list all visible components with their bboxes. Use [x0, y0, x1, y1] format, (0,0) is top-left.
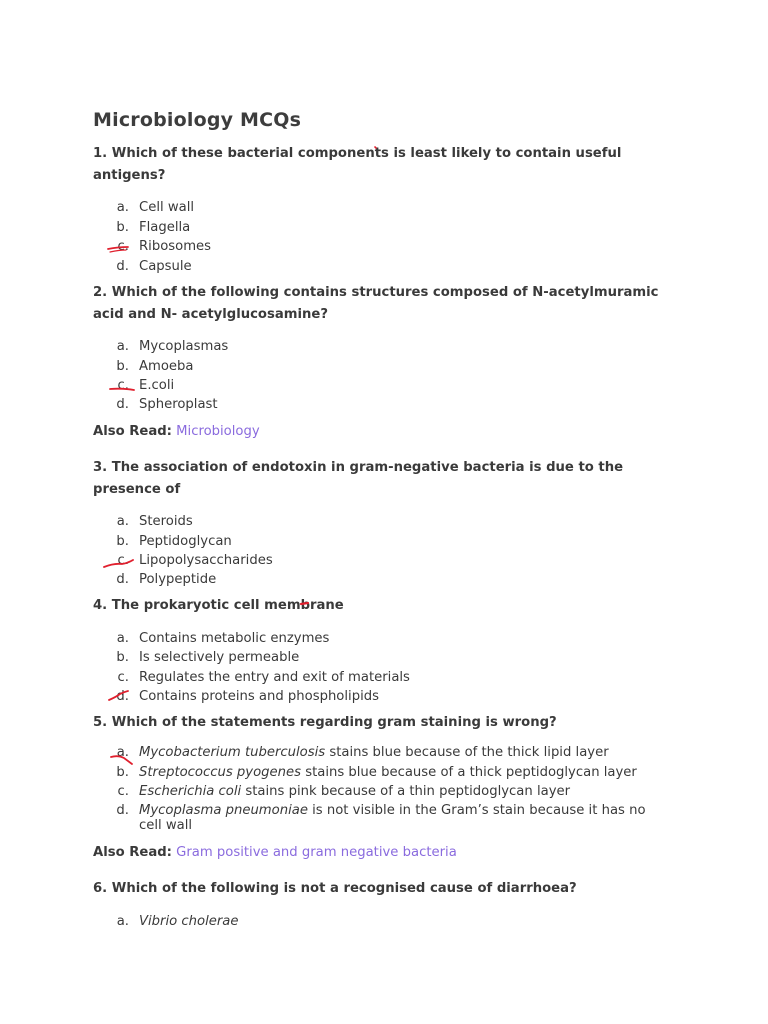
- option-text: Mycoplasmas: [139, 339, 229, 354]
- option-letter: a.: [116, 339, 129, 354]
- question-2-line2: acid and N- acetylglucosamine?: [93, 307, 328, 322]
- option-letter: a.: [116, 745, 129, 760]
- option-text: Streptococcus pyogenes stains blue because of a thick peptidoglycan layer: [139, 765, 637, 780]
- organism-name: Vibrio cholerae: [139, 914, 239, 929]
- option-text: Steroids: [139, 514, 193, 529]
- answer-mark-q1: [108, 247, 128, 249]
- organism-name: Streptococcus pyogenes: [139, 765, 301, 780]
- question-4: 4. The prokaryotic cell membrane: [93, 598, 344, 613]
- option-letter: d.: [116, 572, 129, 587]
- option-letter: c.: [117, 553, 129, 568]
- option-letter: a.: [116, 514, 129, 529]
- question-6: 6. Which of the following is not a recognised cause of diarrhoea?: [93, 881, 577, 896]
- answer-mark-q4-tick: [301, 603, 308, 604]
- answer-mark-q3: [104, 560, 133, 567]
- answer-mark-q2: [110, 389, 134, 390]
- option-text: Peptidoglycan: [139, 534, 232, 549]
- question-1-line2: antigens?: [93, 168, 166, 183]
- option-text: Regulates the entry and exit of materials: [139, 670, 410, 685]
- option-letter: a.: [116, 200, 129, 215]
- option-letter: a.: [116, 631, 129, 646]
- also-read-label: Also Read:: [93, 845, 172, 860]
- answer-mark-q1-dot: [375, 147, 376, 148]
- question-2-line1: 2. Which of the following contains structures composed of N-acetylmuramic: [93, 285, 659, 300]
- option-letter: d.: [116, 689, 129, 704]
- option-letter: d.: [116, 803, 129, 818]
- option-letter: c.: [117, 239, 129, 254]
- option-text: Amoeba: [139, 359, 194, 374]
- question-3-line2: presence of: [93, 482, 181, 497]
- also-read-link[interactable]: Microbiology: [176, 424, 260, 439]
- option-text-continued: cell wall: [139, 818, 193, 833]
- option-letter: b.: [116, 220, 129, 235]
- question-1-line1: 1. Which of these bacterial components is least likely to contain useful: [93, 146, 622, 161]
- question-3-line1: 3. The association of endotoxin in gram-negative bacteria is due to the: [93, 460, 624, 475]
- option-text: Contains metabolic enzymes: [139, 631, 330, 646]
- organism-name: Mycobacterium tuberculosis: [139, 745, 326, 760]
- option-letter: c.: [117, 670, 129, 685]
- option-letter: b.: [116, 534, 129, 549]
- option-text: Mycoplasma pneumoniae is not visible in the Gram’s stain because it has no: [139, 803, 646, 818]
- also-read-link[interactable]: Gram positive and gram negative bacteria: [176, 845, 457, 860]
- option-text: Spheroplast: [139, 397, 218, 412]
- option-text: Is selectively permeable: [139, 650, 300, 665]
- option-text: Flagella: [139, 220, 191, 235]
- option-text: Contains proteins and phospholipids: [139, 689, 379, 704]
- option-letter: c.: [117, 378, 129, 393]
- answer-mark-q1-stroke: [110, 250, 126, 252]
- option-letter: b.: [116, 650, 129, 665]
- question-5: 5. Which of the statements regarding gram staining is wrong?: [93, 715, 557, 730]
- option-letter: b.: [116, 359, 129, 374]
- option-text: E.coli: [139, 378, 175, 393]
- answer-mark-q5: [111, 756, 132, 764]
- organism-name: Escherichia coli: [139, 784, 242, 799]
- option-text: Lipopolysaccharides: [139, 553, 273, 568]
- option-text: Cell wall: [139, 200, 195, 215]
- option-letter: d.: [116, 259, 129, 274]
- answer-mark-q4: [109, 691, 128, 700]
- option-letter: d.: [116, 397, 129, 412]
- option-letter: a.: [116, 914, 129, 929]
- page-title: Microbiology MCQs: [93, 109, 302, 131]
- option-letter: b.: [116, 765, 129, 780]
- option-text: Capsule: [139, 259, 192, 274]
- option-text: Mycobacterium tuberculosis stains blue because of the thick lipid layer: [139, 745, 609, 760]
- option-text: Escherichia coli stains pink because of a thin peptidoglycan layer: [139, 784, 571, 799]
- also-read-label: Also Read:: [93, 424, 172, 439]
- option-letter: c.: [117, 784, 129, 799]
- option-text: Polypeptide: [139, 572, 217, 587]
- organism-name: Mycoplasma pneumoniae: [139, 803, 308, 818]
- option-text: Ribosomes: [139, 239, 212, 254]
